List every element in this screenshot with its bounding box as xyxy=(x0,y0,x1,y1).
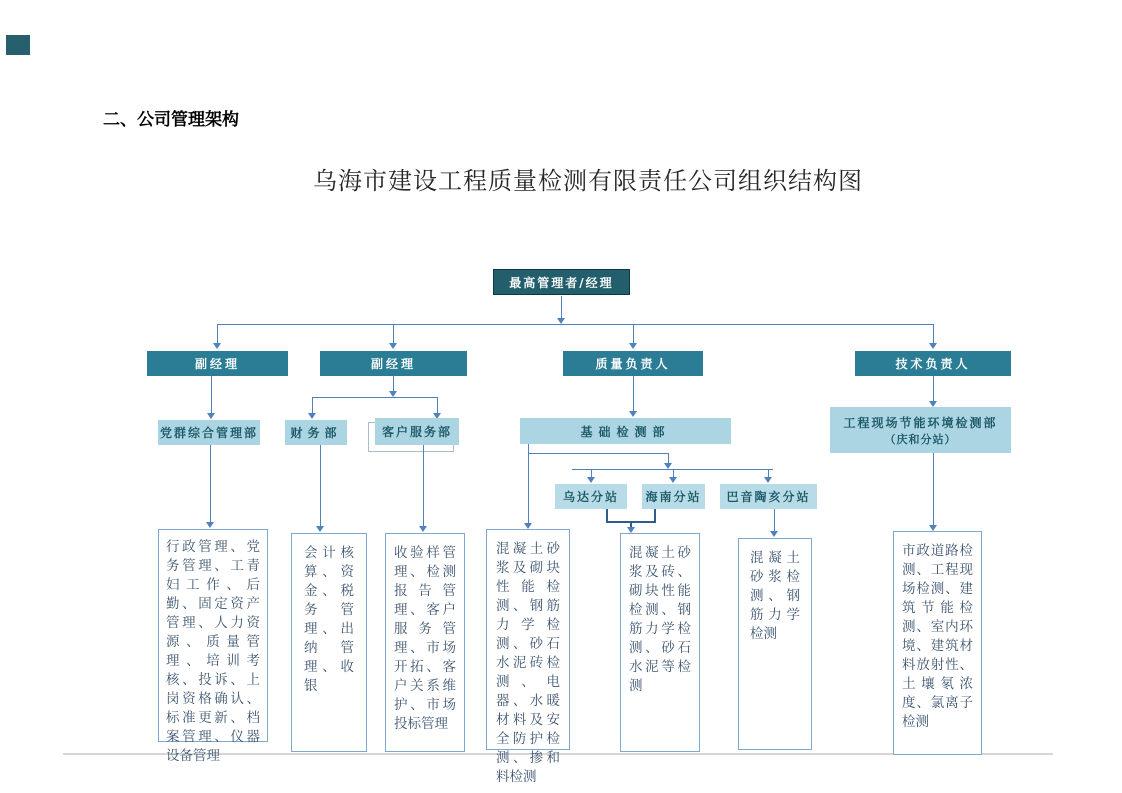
arrow-down-icon xyxy=(929,343,937,349)
duties-box-basic xyxy=(486,529,570,785)
connector-line xyxy=(423,445,424,526)
connector-line xyxy=(217,324,218,343)
org-box-site-testing-dept xyxy=(830,407,1011,453)
connector-line xyxy=(933,376,934,401)
arrow-down-icon xyxy=(587,477,595,483)
arrow-down-icon xyxy=(308,413,316,419)
page-corner-mark xyxy=(6,35,30,55)
duties-box-customer xyxy=(385,533,465,752)
duties-text: 会计核算、资金、税务管理、出纳管理、收银 xyxy=(304,545,354,694)
connector-line xyxy=(933,324,934,343)
org-box-top-manager: 最高管理者/经理 xyxy=(493,269,630,295)
duties-box-site xyxy=(893,531,982,755)
duties-box-stations xyxy=(620,533,700,752)
connector-line xyxy=(393,376,394,391)
connector-line xyxy=(933,453,934,525)
arrow-down-icon xyxy=(206,522,214,528)
duties-box-party xyxy=(158,529,268,764)
org-box-party-dept: 党群综合管理部 xyxy=(158,420,260,445)
arrow-down-icon xyxy=(770,531,778,537)
chart-title: 乌海市建设工程质量检测有限责任公司组织结构图 xyxy=(313,167,863,195)
arrow-down-icon xyxy=(629,343,637,349)
duties-box-finance xyxy=(291,533,367,752)
connector-line xyxy=(312,397,313,413)
duties-text: 混凝土砂浆检测、钢筋力学检测 xyxy=(750,550,800,642)
org-box-finance-dept: 财务部 xyxy=(285,420,347,445)
site-dept-label: 工程现场节能环境检测部 xyxy=(843,415,998,430)
connector-line xyxy=(633,376,634,411)
duties-text: 收验样管理、检测报告管理、客户服务管理、市场开拓、客户关系维护、市场投标管理 xyxy=(394,545,456,732)
arrow-down-icon xyxy=(207,413,215,419)
connector-line xyxy=(437,397,438,413)
duties-box-bayintaohai xyxy=(738,538,812,750)
duties-text: 混凝土砂浆及砌块性能检测、钢筋力学检测、砂石水泥砖检测、电器、水暖材料及安全防护检测、掺和料检测 xyxy=(496,541,560,785)
arrow-down-icon xyxy=(629,411,637,417)
org-box-deputy-manager-1: 副经理 xyxy=(147,351,288,376)
org-box-wuda-station: 乌达分站 xyxy=(555,484,627,509)
arrow-down-icon xyxy=(389,343,397,349)
org-box-bayintaohai-station: 巴音陶亥分站 xyxy=(720,484,817,509)
connector-line xyxy=(561,296,562,318)
arrow-down-icon xyxy=(213,343,221,349)
org-box-deputy-manager-2: 副经理 xyxy=(320,351,467,376)
connector-line xyxy=(528,453,668,454)
org-box-quality-lead: 质量负责人 xyxy=(563,351,703,376)
arrow-down-icon xyxy=(419,526,427,532)
arrow-down-icon xyxy=(316,526,324,532)
connector-line xyxy=(210,445,211,522)
duties-text: 混凝土砂浆及砖、砌块性能检测、钢筋力学检测、砂石水泥等检测 xyxy=(629,545,691,694)
section-heading: 二、公司管理架构 xyxy=(103,110,239,130)
org-box-hainan-station: 海南分站 xyxy=(642,484,705,509)
arrow-down-icon xyxy=(764,477,772,483)
connector-line xyxy=(528,444,529,523)
org-box-tech-lead: 技术负责人 xyxy=(855,351,1011,376)
arrow-down-icon xyxy=(669,477,677,483)
connector-line xyxy=(211,376,212,413)
duties-text: 行政管理、党务管理、工青妇工作、后勤、固定资产管理、人力资源、质量管理、培训考核、投诉、上岗资格确认、标准更新、档案管理、仪器设备管理 xyxy=(166,539,260,764)
site-dept-sublabel: （庆和分站） xyxy=(884,432,957,446)
org-box-customer-dept: 客户服务部 xyxy=(375,418,459,445)
connector-line xyxy=(217,324,933,325)
connector-line xyxy=(320,445,321,526)
connector-line xyxy=(774,509,775,531)
connector-line xyxy=(393,324,394,343)
connector-line xyxy=(668,453,669,463)
org-box-basic-testing-dept: 基础检测部 xyxy=(520,418,731,444)
connector-line xyxy=(633,324,634,343)
connector-line xyxy=(312,397,437,398)
duties-text: 市政道路检测、工程现场检测、建筑节能检测、室内环境、建筑材料放射性、土壤氡浓度、氯离子检测 xyxy=(902,543,973,730)
